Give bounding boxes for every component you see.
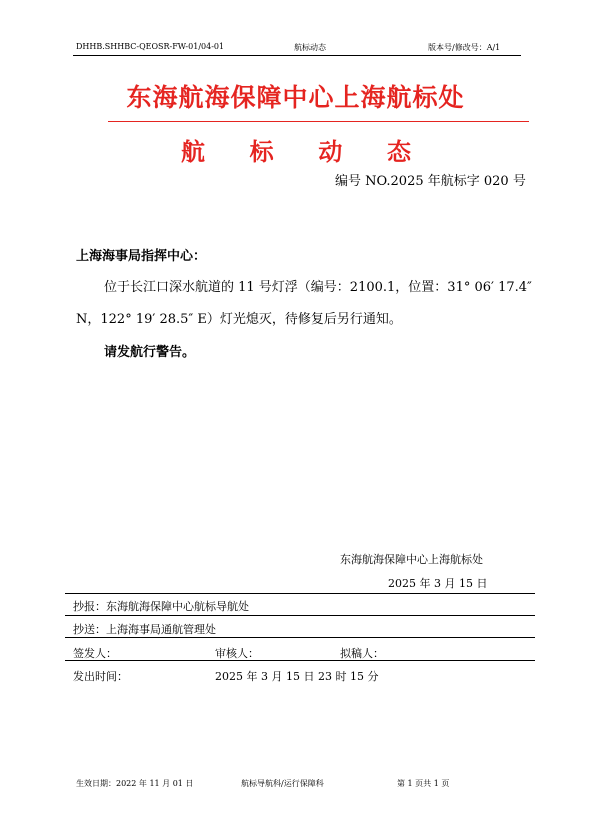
body-paragraph-line-1: 位于长江口深水航道的 11 号灯浮（编号：2100.1，位置：31° 06′ 17.4″ [104, 280, 532, 295]
title-char: 动 [318, 137, 343, 166]
document-number: 编号 NO.2025 年航标字 020 号 [335, 174, 526, 189]
signature-date: 2025 年 3 月 15 日 [388, 577, 488, 590]
title-char: 航 [181, 137, 205, 166]
request-line: 请发航行警告。 [104, 345, 196, 360]
header-version: 版本号/修改号：A/1 [428, 43, 501, 52]
footer-page-number: 第 1 页共 1 页 [397, 779, 450, 788]
footer-effective-date: 生效日期：2022 年 11 月 01 日 [76, 779, 194, 788]
signature-organization: 东海航海保障中心上海航标处 [340, 553, 483, 566]
cc-send: 抄送：上海海事局通航管理处 [73, 623, 216, 636]
title-char: 标 [249, 137, 274, 166]
footer-department: 航标导航科/运行保障科 [241, 779, 324, 788]
body-paragraph-line-2: N，122° 19′ 28.5″ E）灯光熄灭，待修复后另行通知。 [76, 312, 402, 327]
sent-time-value: 2025 年 3 月 15 日 23 时 15 分 [215, 670, 379, 683]
header-doc-type: 航标动态 [294, 43, 326, 52]
cc-report: 抄报：东海航海保障中心航标导航处 [73, 600, 249, 613]
organization-title: 东海航海保障中心上海航标处 [126, 83, 465, 112]
divider [65, 637, 535, 638]
title-char: 态 [386, 137, 411, 166]
title-red-divider [108, 121, 529, 122]
sent-time-label: 发出时间： [73, 670, 128, 683]
reviewer-label: 审核人： [215, 647, 259, 660]
divider [65, 660, 535, 661]
divider [65, 593, 535, 594]
header-doc-code: DHHB.SHHBC-QEOSR-FW-01/04-01 [76, 42, 225, 51]
drafter-label: 拟稿人： [340, 647, 384, 660]
header-divider [73, 55, 521, 56]
divider [65, 615, 535, 616]
issuer-label: 签发人： [73, 647, 117, 660]
recipient: 上海海事局指挥中心： [76, 249, 207, 264]
document-title [181, 132, 411, 167]
